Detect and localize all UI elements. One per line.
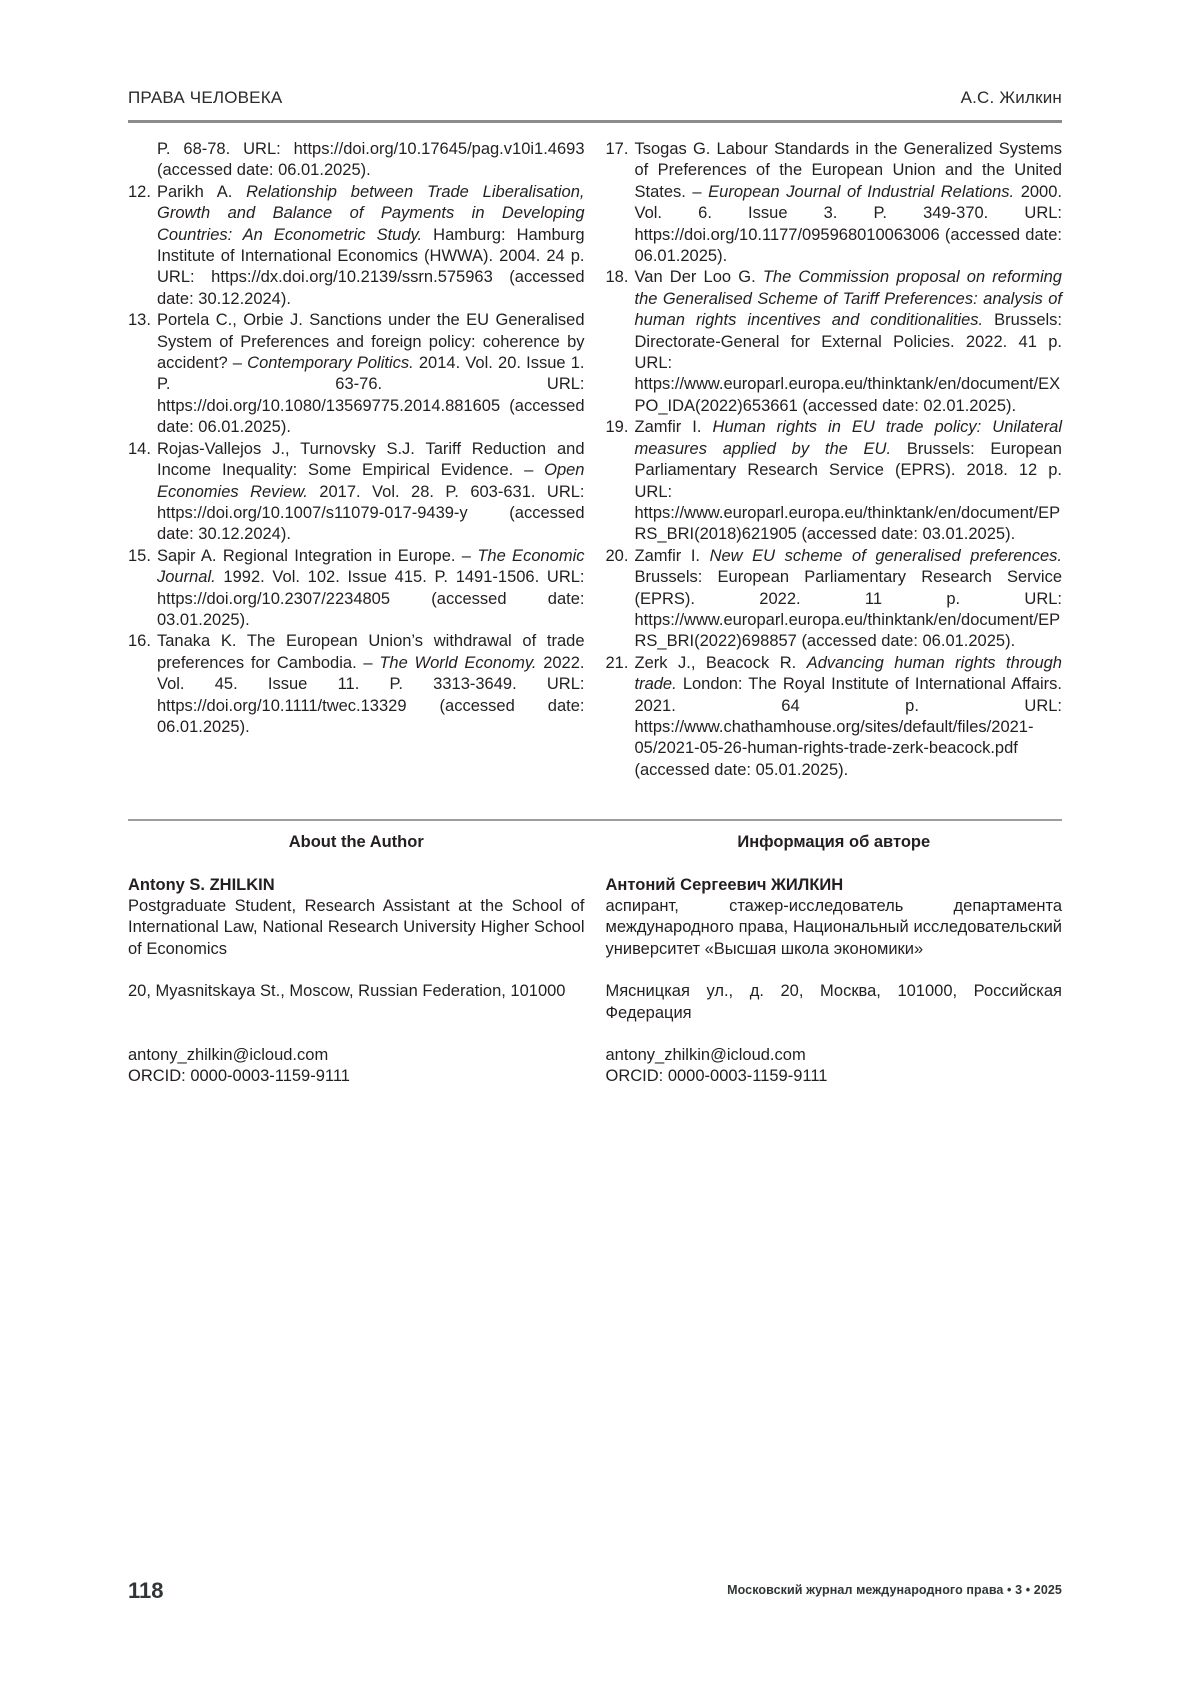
reference-item: [128, 631, 585, 738]
journal-name: Московский журнал международного права • 3 • 2025: [727, 1583, 1062, 1597]
reference-item: [606, 139, 1063, 267]
reference-list-left: [128, 182, 585, 739]
reference-text: Tsogas G. Labour Standards in the Generalized Systems of Preferences of the European Union and the United States. – European Journal of Industrial Relations. 2000. Vol. 6. Issue 3. P. 349-370. URL: https://doi.org/10.1177/095968010063006 (accessed date: 06.01.2025).: [634, 140, 1062, 266]
about-heading-ru: Информация об авторе: [737, 833, 931, 852]
reference-number: 13.: [128, 311, 151, 330]
reference-item: [606, 267, 1063, 417]
reference-item: [128, 546, 585, 632]
reference-number: 19.: [605, 418, 629, 437]
author-orcid-ru: ORCID: 0000-0003-1159-9111: [605, 1067, 828, 1086]
page-footer: [128, 1578, 1062, 1604]
author-orcid-en: ORCID: 0000-0003-1159-9111: [128, 1067, 350, 1086]
author-name-en: Antony S. ZHILKIN: [128, 875, 275, 894]
author-affiliation-en: Postgraduate Student, Research Assistant at the School of International Law, National Research University Higher School of Economics: [128, 897, 585, 958]
reference-text: Zamfir I. Human rights in EU trade policy: Unilateral measures applied by the EU. Brussels: European Parliamentary Research Service (EPRS). 2018. 12 p. URL: https://www.europarl.europa.eu/thinktank/en/document/EPRS_BRI(2018)621905 (accessed date: 03.01.2025).: [634, 418, 1062, 544]
author-contact-en: [128, 1045, 585, 1088]
author-email-en: antony_zhilkin@icloud.com: [128, 1046, 329, 1065]
references-section: [128, 139, 1062, 781]
page-number: 118: [128, 1578, 164, 1603]
section-title: ПРАВА ЧЕЛОВЕКА: [128, 88, 283, 107]
reference-number: 21.: [605, 653, 629, 672]
reference-number: 18.: [605, 268, 629, 287]
reference-item: [128, 182, 585, 310]
author-address-en: 20, Myasnitskaya St., Moscow, Russian Federation, 101000: [128, 982, 566, 1001]
author-email-ru: antony_zhilkin@icloud.com: [605, 1046, 806, 1065]
reference-number: 17.: [605, 140, 629, 158]
reference-number: 12.: [128, 182, 151, 201]
author-contact-ru: [606, 1045, 1063, 1088]
author-short-name: А.С. Жилкин: [960, 88, 1062, 107]
reference-item: [606, 546, 1063, 653]
reference-item: [128, 310, 585, 438]
reference-text: Portela C., Orbie J. Sanctions under the EU Generalised System of Preferences and foreign policy: coherence by accident? – Contemporary Politics. 2014. Vol. 20. Issue 1. P. 63-76. URL: https://doi.org/10.1080/13569775.2014.881605 (accessed date: 06.01.2025).: [157, 311, 585, 437]
reference-list-right: [606, 139, 1063, 781]
author-name-ru: Антоний Сергеевич ЖИЛКИН: [605, 875, 844, 894]
about-divider: [128, 819, 1062, 821]
references-column-right: [606, 139, 1063, 781]
reference-text: Zamfir I. New EU scheme of generalised preferences. Brussels: European Parliamentary Research Service (EPRS). 2022. 11 p. URL: https://www.europarl.europa.eu/thinktank/en/document/EPRS_BRI(2022)698857 (accessed date: 06.01.2025).: [634, 546, 1062, 651]
author-affiliation-ru: аспирант, стажер-исследователь департамента международного права, Национальный исследовательский университет «Высшая школа экономики»: [605, 897, 1062, 958]
reference-number: 20.: [605, 546, 629, 565]
about-author-section: [128, 832, 1062, 1088]
reference-text: Sapir A. Regional Integration in Europe. – The Economic Journal. 1992. Vol. 102. Issue 415. P. 1491-1506. URL: https://doi.org/10.2307/2234805 (accessed date: 03.01.2025).: [157, 546, 585, 629]
about-heading-en: About the Author: [288, 833, 424, 852]
reference-item: [606, 653, 1063, 781]
author-address-ru: Мясницкая ул., д. 20, Москва, 101000, Российская Федерация: [605, 982, 1062, 1022]
reference-text: Rojas-Vallejos J., Turnovsky S.J. Tariff Reduction and Income Inequality: Some Empirical Evidence. – Open Economies Review. 2017. Vol. 28. P. 603-631. URL: https://doi.org/10.1007/s11079-017-9439-y (accessed date: 30.12.2024).: [157, 439, 585, 544]
reference-text: Tanaka K. The European Union’s withdrawal of trade preferences for Cambodia. – The World Economy. 2022. Vol. 45. Issue 11. P. 3313-3649. URL: https://doi.org/10.1111/twec.13329 (accessed date: 06.01.2025).: [157, 632, 585, 736]
reference-text: Zerk J., Beacock R. Advancing human rights through trade. London: The Royal Institute of International Affairs. 2021. 64 p. URL: https://www.chathamhouse.org/sites/default/files/2021-05/2021-05-26-human-rights-trade-zerk-beacock.pdf (accessed date: 05.01.2025).: [634, 653, 1062, 779]
author-bio-ru: [606, 875, 1063, 961]
references-column-left: [128, 139, 585, 781]
reference-number: 14.: [128, 439, 151, 458]
reference-number: 16.: [128, 632, 151, 651]
author-bio-en: [128, 875, 585, 961]
reference-number: 15.: [128, 546, 151, 565]
reference-text: Parikh A. Relationship between Trade Liberalisation, Growth and Balance of Payments in Developing Countries: An Econometric Study. Hamburg: Hamburg Institute of International Economics (HWWA). 2004. 24 p. URL: https://dx.doi.org/10.2139/ssrn.575963 (accessed date: 30.12.2024).: [157, 182, 585, 308]
running-head: [128, 88, 1062, 108]
reference-item: [128, 439, 585, 546]
reference-item: [606, 417, 1063, 545]
header-divider: [128, 120, 1062, 123]
reference-continuation: P. 68-78. URL: https://doi.org/10.17645/pag.v10i1.4693 (accessed date: 06.01.2025).: [157, 140, 585, 180]
reference-text: Van Der Loo G. The Commission proposal on reforming the Generalised Scheme of Tariff Preferences: analysis of human rights incentives and conditionalities. Brussels: Directorate-General for External Policies. 2022. 41 p. URL: https://www.europarl.europa.eu/thinktank/en/document/EXPO_IDA(2022)653661 (accessed date: 02.01.2025).: [634, 268, 1063, 415]
